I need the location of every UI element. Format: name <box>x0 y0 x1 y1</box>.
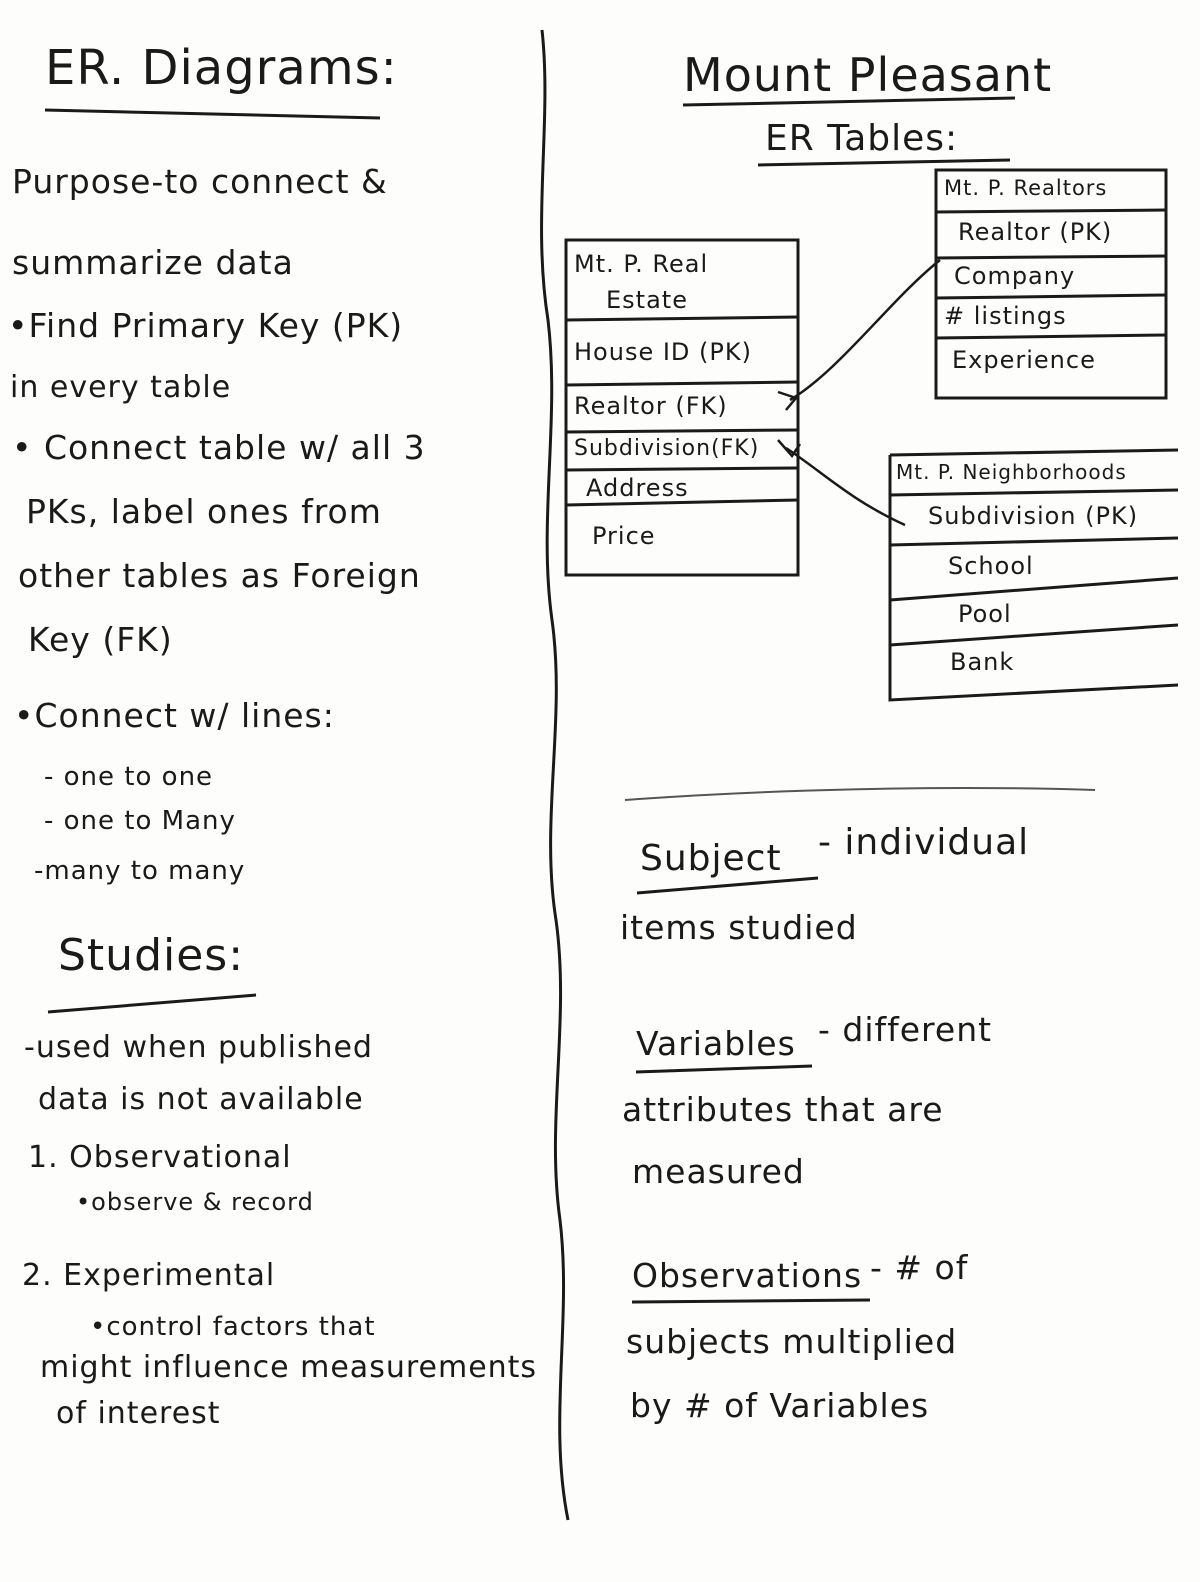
neighborhoods-field-school: School <box>948 552 1034 580</box>
purpose-line-2: summarize data <box>12 243 294 282</box>
studies-line-1: -used when published <box>24 1030 373 1065</box>
bullet-primary-key: •Find Primary Key (PK) <box>8 306 404 345</box>
purpose-line-1: Purpose-to connect & <box>12 162 388 201</box>
er-diagrams-underline <box>45 110 380 118</box>
observational-detail: •observe & record <box>76 1188 314 1216</box>
subject-definition-2: items studied <box>620 908 858 947</box>
observations-underline <box>632 1300 870 1302</box>
real-estate-field-address: Address <box>586 474 689 502</box>
bullet-connect-table-line-3: other tables as Foreign <box>18 556 421 595</box>
subject-definition-1: - individual <box>818 822 1030 863</box>
realtors-field-experience: Experience <box>952 346 1096 374</box>
subject-underline <box>637 878 818 893</box>
observations-term: Observations <box>632 1256 863 1295</box>
bullet-connect-table-line-2: PKs, label ones from <box>26 492 382 531</box>
experimental-line-1: •control factors that <box>90 1312 376 1342</box>
experimental-heading: 2. Experimental <box>22 1258 276 1293</box>
observations-definition-3: by # of Variables <box>630 1386 930 1425</box>
neighborhoods-field-subdivision: Subdivision (PK) <box>928 502 1139 530</box>
observations-definition-2: subjects multiplied <box>626 1322 958 1361</box>
neighborhoods-table-name: Mt. P. Neighborhoods <box>896 460 1127 484</box>
relation-one-to-one: - one to one <box>44 762 214 792</box>
er-tables-underline <box>758 160 1010 165</box>
realtors-table-name: Mt. P. Realtors <box>944 176 1108 200</box>
studies-line-2: data is not available <box>38 1082 364 1117</box>
bullet-primary-key-cont: in every table <box>10 370 232 405</box>
realtors-field-listings: # listings <box>944 302 1067 330</box>
subject-term: Subject <box>640 838 782 879</box>
page-title: ER. Diagrams: <box>45 40 398 96</box>
page-divider <box>542 30 568 1520</box>
studies-underline <box>48 995 256 1012</box>
experimental-line-3: of interest <box>56 1396 221 1431</box>
neighborhoods-field-bank: Bank <box>950 648 1015 676</box>
variables-underline <box>636 1066 812 1072</box>
studies-heading: Studies: <box>58 930 245 981</box>
real-estate-field-house-id: House ID (PK) <box>574 338 752 366</box>
subdivision-fk-connector <box>786 448 905 525</box>
real-estate-field-subdivision: Subdivision(FK) <box>574 436 760 461</box>
real-estate-field-realtor: Realtor (FK) <box>574 392 728 420</box>
variables-term: Variables <box>636 1024 796 1063</box>
mount-pleasant-title: Mount Pleasant <box>683 48 1053 102</box>
realtor-fk-arrow-icon <box>778 392 796 410</box>
neighborhoods-table-border <box>890 450 1178 700</box>
variables-definition-1: - different <box>818 1010 993 1049</box>
realtors-field-realtor: Realtor (PK) <box>958 218 1113 246</box>
bullet-connect-table-line-4: Key (FK) <box>28 620 173 659</box>
observations-definition-1: - # of <box>870 1248 969 1287</box>
real-estate-field-price: Price <box>592 522 656 550</box>
realtor-fk-connector <box>790 260 940 400</box>
variables-definition-2: attributes that are <box>622 1090 944 1129</box>
neighborhoods-field-pool: Pool <box>958 600 1012 628</box>
real-estate-table-name-2: Estate <box>606 286 688 314</box>
experimental-line-2: might influence measurements <box>40 1350 538 1385</box>
real-estate-table-name-1: Mt. P. Real <box>574 250 709 278</box>
relation-one-to-many: - one to Many <box>44 806 236 836</box>
variables-definition-3: measured <box>632 1152 805 1191</box>
bullet-connect-lines: •Connect w/ lines: <box>14 696 335 735</box>
realtors-field-company: Company <box>954 262 1076 290</box>
relation-many-to-many: -many to many <box>34 856 246 886</box>
observational-heading: 1. Observational <box>28 1140 292 1175</box>
bullet-connect-table: • Connect table w/ all 3 <box>12 428 426 467</box>
section-divider-line <box>625 788 1095 800</box>
er-tables-title: ER Tables: <box>765 118 959 159</box>
